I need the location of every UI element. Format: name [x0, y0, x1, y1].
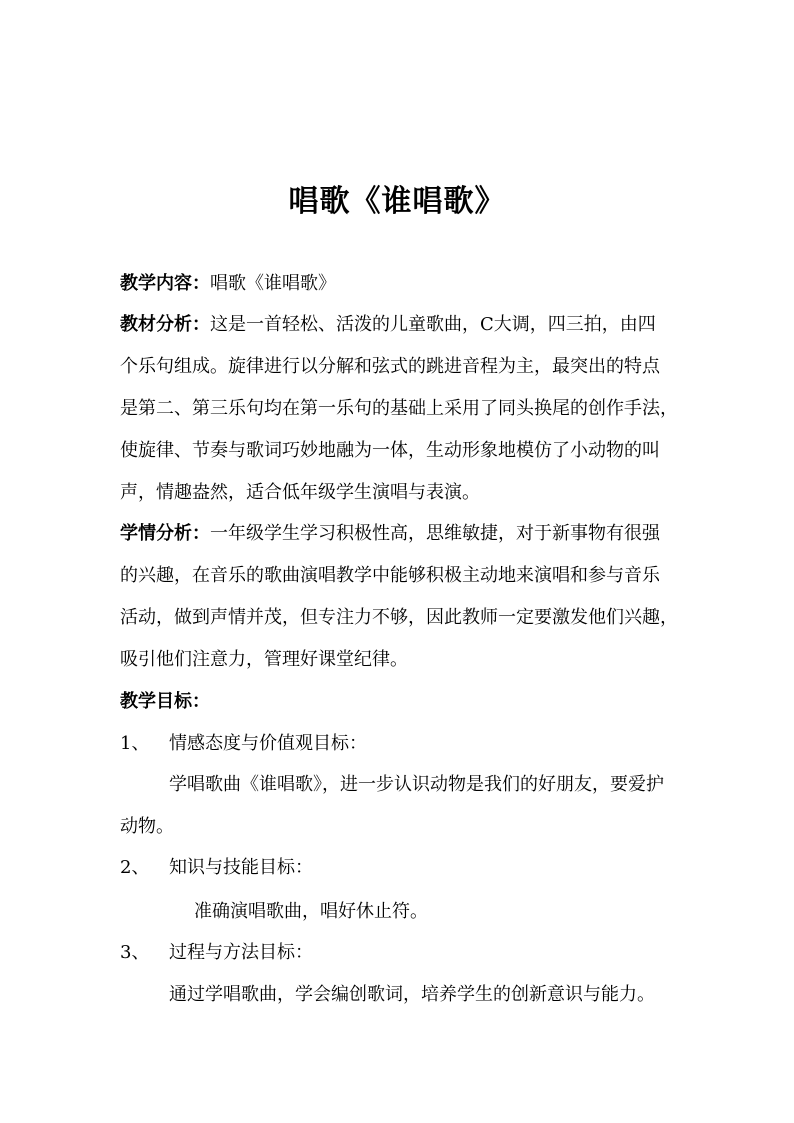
goal-1-line-1: 学唱歌曲《谁唱歌》，进一步认识动物是我们的好朋友，要爱护 [169, 774, 664, 795]
learner-label: 学情分析： [120, 523, 210, 544]
goal-2-number: 2、 [120, 857, 150, 878]
goals-label: 教学目标： [120, 691, 210, 712]
goal-2-line-1: 准确演唱歌曲，唱好休止符。 [194, 901, 428, 922]
analysis-label: 教材分析： [120, 314, 210, 335]
learner-line-4: 吸引他们注意力，管理好课堂纪律。 [120, 649, 408, 670]
analysis-line-2: 个乐句组成。旋律进行以分解和弦式的跳进音程为主，最突出的特点 [120, 356, 660, 377]
analysis-line-3: 是第二、第三乐句均在第一乐句的基础上采用了同头换尾的创作手法， [120, 398, 678, 419]
analysis-line-5: 声，情趣盎然，适合低年级学生演唱与表演。 [120, 482, 480, 503]
goal-1-heading: 情感态度与价值观目标： [169, 733, 367, 754]
learner-line-2: 的兴趣，在音乐的歌曲演唱教学中能够积极主动地来演唱和参与音乐 [120, 565, 660, 586]
content-line [120, 272, 336, 296]
content-text: 唱歌《谁唱歌》 [210, 273, 336, 294]
learner-text: 一年级学生学习积极性高，思维敏捷，对于新事物有很强 [210, 523, 660, 544]
analysis-text: 这是一首轻松、活泼的儿童歌曲，C大调，四三拍，由四 [210, 314, 656, 335]
goal-3-heading: 过程与方法目标： [169, 942, 313, 963]
page-title: 唱歌《谁唱歌》 [288, 184, 506, 219]
analysis-line-4: 使旋律、节奏与歌词巧妙地融为一体，生动形象地模仿了小动物的叫 [120, 440, 660, 461]
goal-3-line-1: 通过学唱歌曲，学会编创歌词，培养学生的创新意识与能力。 [169, 984, 655, 1005]
analysis-line-1 [120, 313, 656, 337]
content-label: 教学内容： [120, 273, 210, 294]
goal-1-number: 1、 [120, 733, 150, 754]
goal-3-number: 3、 [120, 942, 150, 963]
learner-line-3: 活动，做到声情并茂，但专注力不够，因此教师一定要激发他们兴趣， [120, 607, 678, 628]
goal-2-heading: 知识与技能目标： [169, 857, 313, 878]
learner-line-1 [120, 522, 660, 546]
goal-1-line-2: 动物。 [120, 816, 174, 837]
